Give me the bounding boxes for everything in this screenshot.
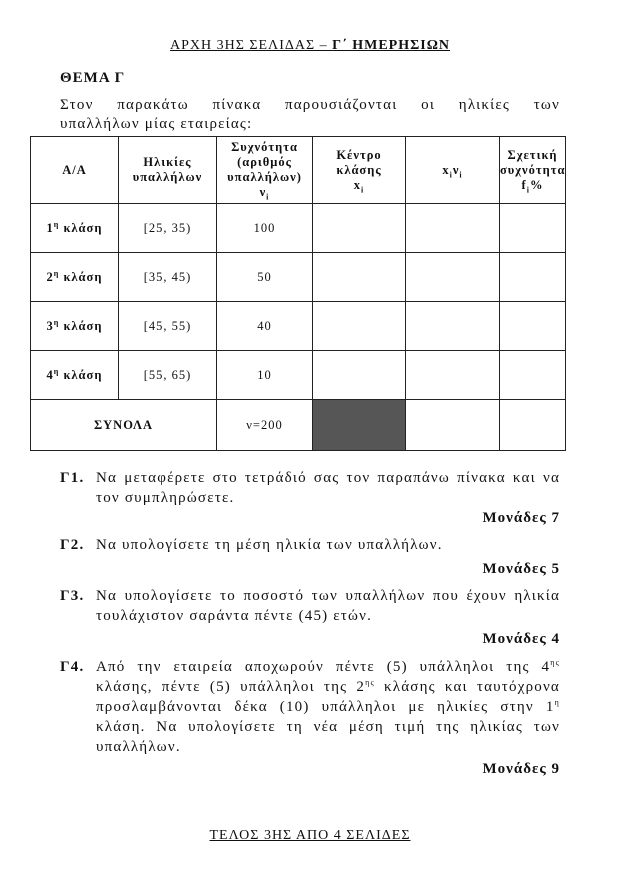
row-class-label: $1^\eta$ κλάση [31, 204, 119, 253]
header-class-center: Κέντρο κλάσης $x_i$ [313, 137, 406, 204]
row-class-center [313, 204, 406, 253]
header-aa: Α/Α [31, 137, 119, 204]
question-g3 [60, 586, 560, 626]
marks-g2: Μονάδες 5 [482, 561, 560, 577]
total-frequency: ν=200 [217, 400, 313, 451]
question-number: Γ4. [60, 659, 85, 675]
row-frequency: 10 [217, 351, 313, 400]
question-text: Να υπολογίσετε τη μέση ηλικία των υπαλλήλων. [96, 537, 443, 553]
question-number: Γ2. [60, 537, 85, 553]
topic-title: ΘΕΜΑ Γ [60, 70, 126, 86]
table-row [31, 253, 566, 302]
row-xv [406, 351, 500, 400]
question-text: Από την εταιρεία αποχωρούν πέντε (5) υπάλληλοι της $4^{\eta\varsigma}$ κλάσης, πέντε (5) υπάλληλοι της $2^{\eta\varsigma}$ κλάσης και ταυτόχρονα προσλαμβάνονται δέκα (10) υπάλληλοι με ηλικίες στην $1^\eta$ κλάση. Να υπολογίσετε τη νέα μέση τιμή της ηλικίας των υπαλλήλων. [96, 658, 560, 755]
row-relative-frequency [500, 351, 566, 400]
row-interval: [45, 55) [119, 302, 217, 351]
page-footer: ΤΕΛΟΣ 3ΗΣ ΑΠΟ 4 ΣΕΛΙΔΕΣ [209, 828, 411, 843]
row-interval: [55, 65) [119, 351, 217, 400]
question-number: Γ1. [60, 470, 85, 486]
row-interval: [25, 35) [119, 204, 217, 253]
row-class-center [313, 253, 406, 302]
shaded-cell [313, 400, 406, 451]
row-relative-frequency [500, 204, 566, 253]
frequency-table [30, 136, 566, 451]
total-xv [406, 400, 500, 451]
row-class-label: $4^\eta$ κλάση [31, 351, 119, 400]
table-row [31, 204, 566, 253]
header-relative-frequency: Σχετική συχνότητα $f_i\%$ [500, 137, 566, 204]
question-g4 [60, 657, 560, 757]
row-class-center [313, 302, 406, 351]
header-ages: Ηλικίες υπαλλήλων [119, 137, 217, 204]
intro-text [60, 96, 560, 134]
row-relative-frequency [500, 253, 566, 302]
row-class-center [313, 351, 406, 400]
question-text: Να μεταφέρετε στο τετράδιό σας τον παραπάνω πίνακα και να τον συμπληρώσετε. [96, 470, 560, 506]
total-relative-frequency [500, 400, 566, 451]
intro-line-2: υπαλλήλων μίας εταιρείας: [60, 116, 253, 132]
table-header-row [31, 137, 566, 204]
row-xv [406, 302, 500, 351]
header-xv: $x_i\nu_i$ [406, 137, 500, 204]
intro-line-1: Στον παρακάτω πίνακα παρουσιάζονται οι ηλικίες των [60, 97, 560, 113]
marks-g1: Μονάδες 7 [482, 510, 560, 526]
header-suffix: Γ΄ ΗΜΕΡΗΣΙΩΝ [332, 38, 451, 53]
row-relative-frequency [500, 302, 566, 351]
table-row [31, 302, 566, 351]
row-frequency: 40 [217, 302, 313, 351]
row-frequency: 50 [217, 253, 313, 302]
question-g2 [60, 535, 560, 555]
question-text: Να υπολογίσετε το ποσοστό των υπαλλήλων που έχουν ηλικία τουλάχιστον σαράντα πέντε (45) ετών. [96, 588, 560, 624]
row-xv [406, 204, 500, 253]
marks-g4: Μονάδες 9 [482, 761, 560, 777]
table-row [31, 351, 566, 400]
header-frequency: Συχνότητα (αριθμός υπαλλήλων) $\nu_i$ [217, 137, 313, 204]
table-total-row [31, 400, 566, 451]
question-g1 [60, 468, 560, 508]
row-xv [406, 253, 500, 302]
row-class-label: $3^\eta$ κλάση [31, 302, 119, 351]
row-class-label: $2^\eta$ κλάση [31, 253, 119, 302]
total-label: ΣΥΝΟΛΑ [31, 400, 217, 451]
row-frequency: 100 [217, 204, 313, 253]
header-prefix: ΑΡΧΗ 3ΗΣ ΣΕΛΙΔΑΣ – [169, 38, 333, 53]
question-number: Γ3. [60, 588, 85, 604]
marks-g3: Μονάδες 4 [482, 631, 560, 647]
page-header [0, 38, 620, 54]
row-interval: [35, 45) [119, 253, 217, 302]
